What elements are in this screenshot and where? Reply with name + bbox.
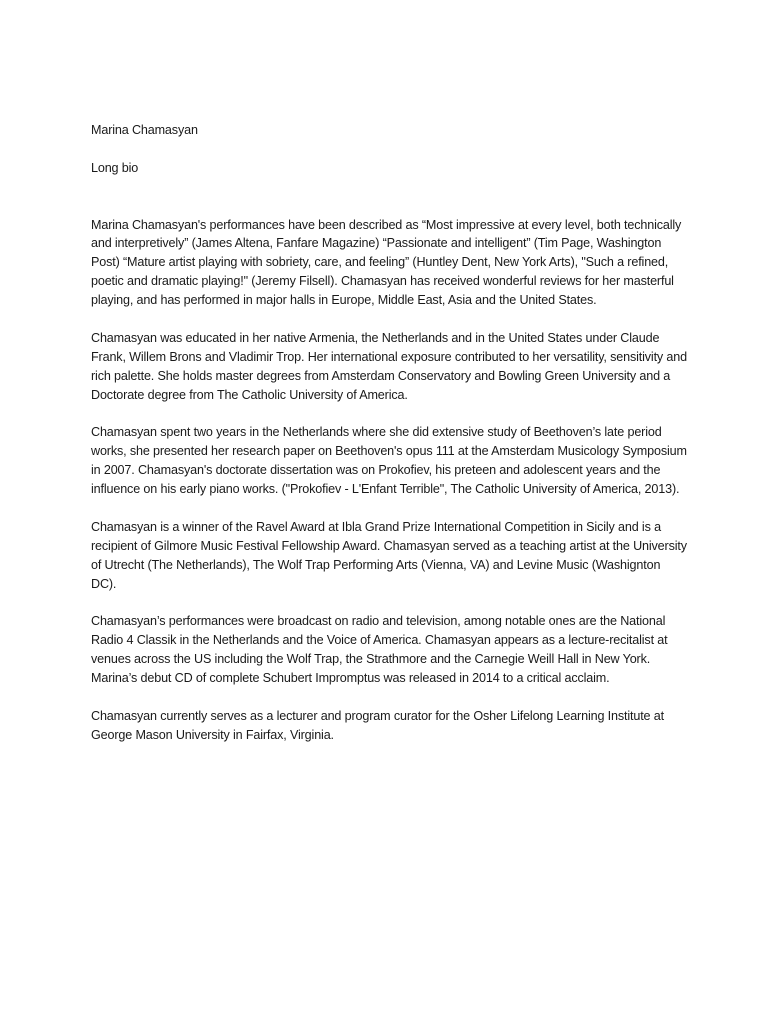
bio-paragraph-5: Chamasyan’s performances were broadcast on radio and television, among notable ones are the National Radio 4 Classik in the Netherlands and the Voice of America. Chamasyan appears as a lecture-recitalist at venues across the US including the Wolf Trap, the Strathmore and the Carnegie Weill Hall in New York. Marina’s debut CD of complete Schubert Impromptus was released in 2014 to a critical acclaim. — [91, 614, 668, 686]
bio-paragraph-3: Chamasyan spent two years in the Netherlands where she did extensive study of Beethoven’s late period works, she presented her research paper on Beethoven's opus 111 at the Amsterdam Musicology Symposium in 2007. Chamasyan's doctorate dissertation was on Prokofiev, his preteen and adolescent years and the influence on his early piano works. ("Prokofiev - L'Enfant Terrible", The Catholic University of America, 2013). — [91, 425, 687, 497]
document-subtitle: Long bio — [91, 160, 139, 175]
bio-paragraph-6: Chamasyan currently serves as a lecturer and program curator for the Osher Lifelong Learning Institute at George Mason University in Fairfax, Virginia. — [91, 708, 664, 742]
bio-paragraph-2: Chamasyan was educated in her native Armenia, the Netherlands and in the United States under Claude Frank, Willem Brons and Vladimir Trop. Her international exposure contributed to her versatility, sensitivity and rich palette. She holds master degrees from Amsterdam Conservatory and Bowling Green University and a Doctorate degree from The Catholic University of America. — [91, 330, 687, 402]
document-body — [91, 121, 687, 764]
document-name: Marina Chamasyan — [91, 123, 198, 137]
bio-paragraph-4: Chamasyan is a winner of the Ravel Award at Ibla Grand Prize International Competition in Sicily and is a recipient of Gilmore Music Festival Fellowship Award. Chamasyan served as a teaching artist at the University of Utrecht (The Netherlands), The Wolf Trap Performing Arts (Vienna, VA) and Levine Music (Washignton DC). — [91, 519, 687, 591]
bio-paragraph-1: Marina Chamasyan's performances have been described as “Most impressive at every level, both technically and interpretively” (James Altena, Fanfare Magazine) “Passionate and intelligent” (Tim Page, Washington Post) “Mature artist playing with sobriety, care, and feeling” (Huntley Dent, New York Arts), "Such a refined, poetic and dramatic playing!" (Jeremy Filsell). Chamasyan has received wonderful reviews for her masterful playing, and has performed in major halls in Europe, Middle East, Asia and the United States. — [91, 217, 682, 308]
